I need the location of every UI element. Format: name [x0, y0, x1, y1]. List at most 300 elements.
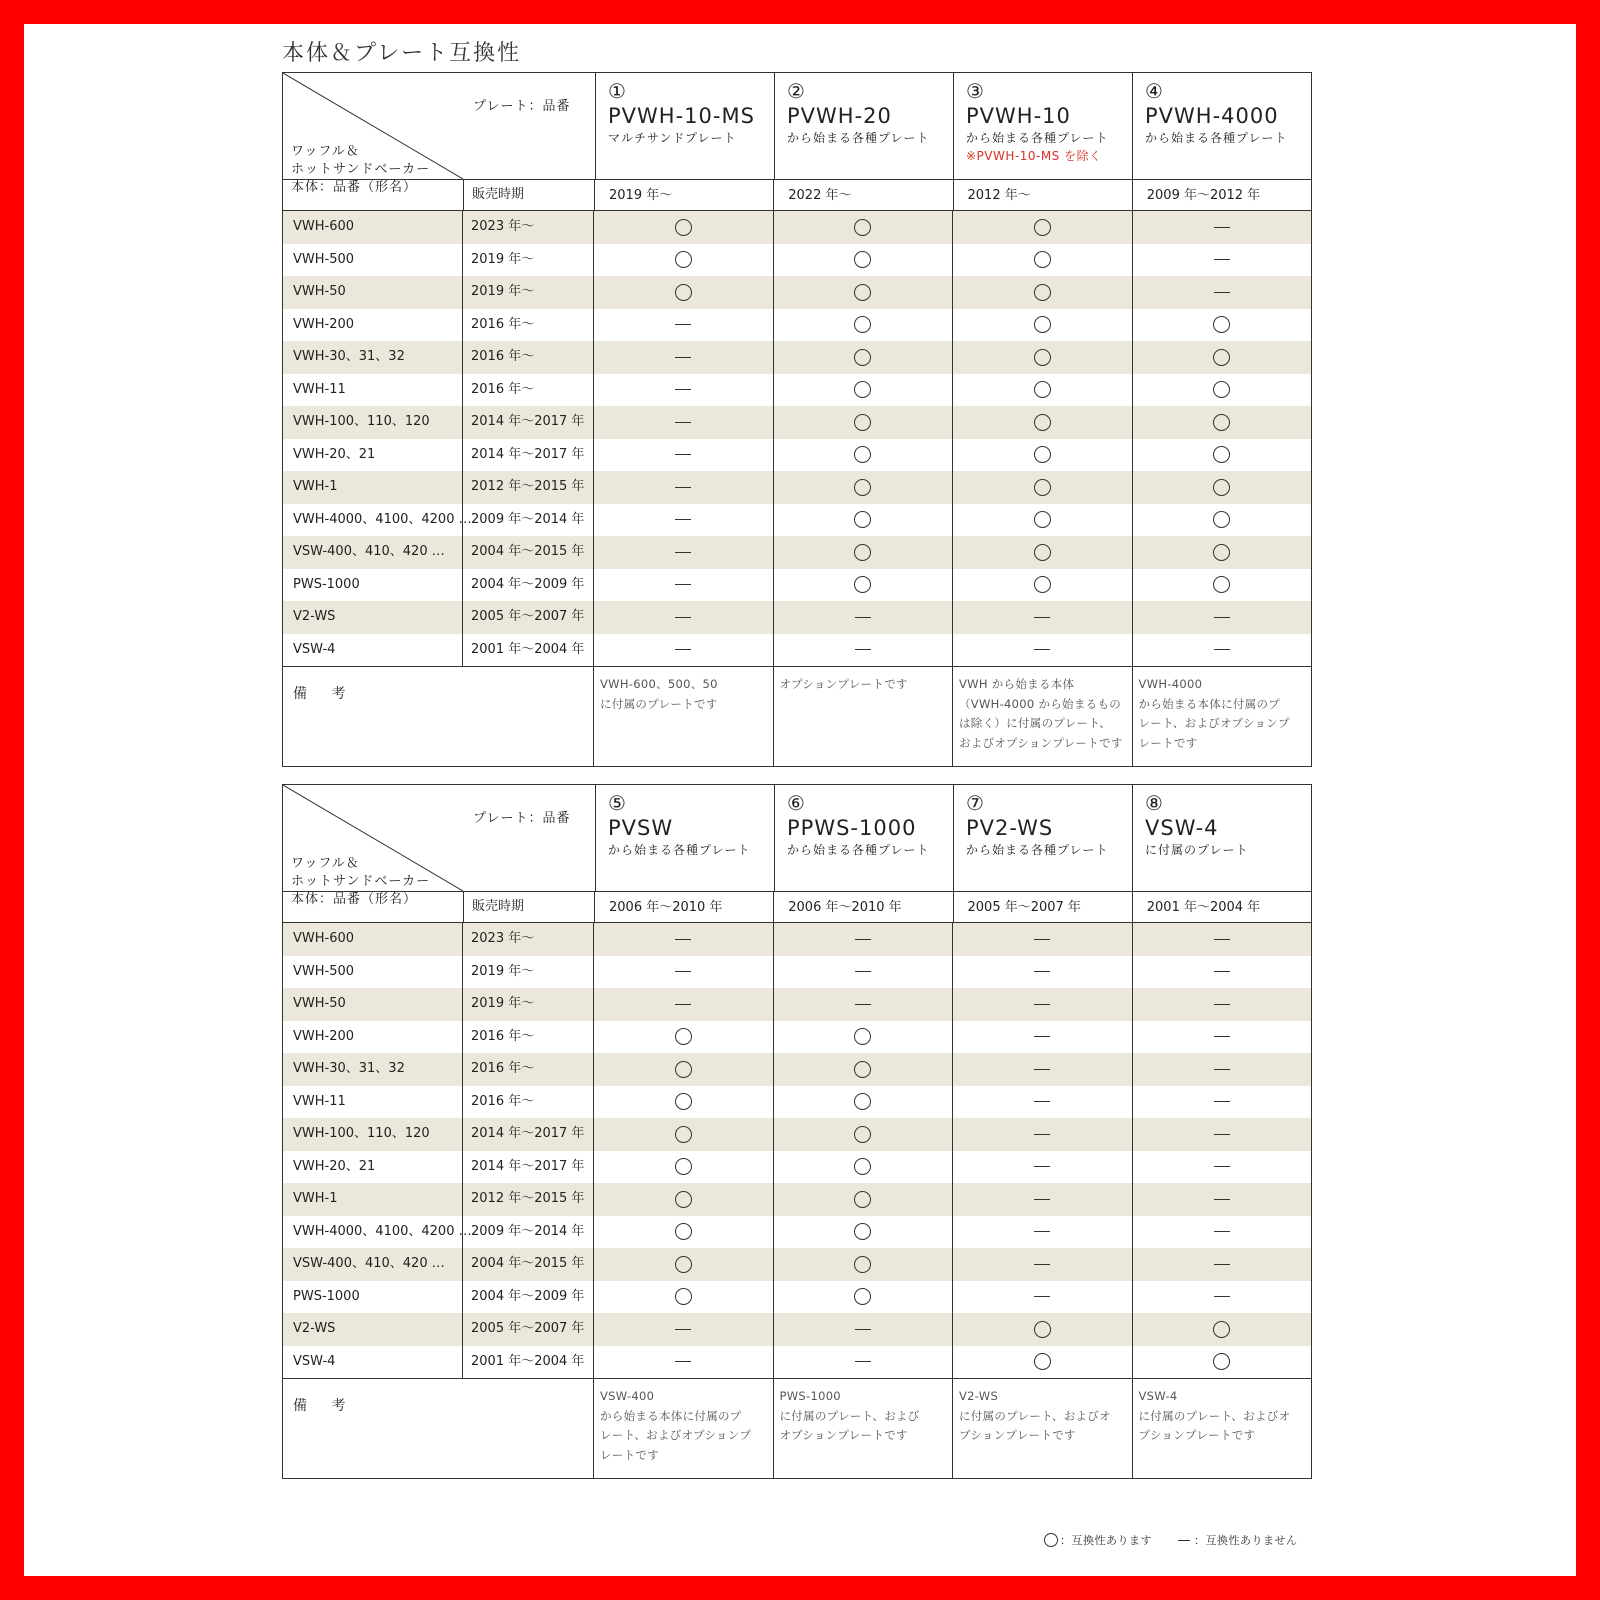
circle-icon	[854, 1028, 871, 1045]
mark-cell	[1133, 439, 1312, 472]
circle-icon	[854, 544, 871, 561]
table-row	[283, 276, 1311, 309]
mark-cell	[774, 1216, 954, 1249]
table-row	[283, 211, 1311, 244]
mark-cell	[774, 634, 954, 667]
plate-period: 2022 年～	[774, 180, 953, 210]
remark-cell: VSW-400 から始まる本体に付属のプ レート、およびオプションプ レートです	[594, 1379, 774, 1478]
model-cell: VWH-100、110、120	[283, 1118, 463, 1151]
mark-cell	[594, 374, 774, 407]
circle-icon	[1213, 316, 1230, 333]
mark-cell	[1133, 1281, 1312, 1314]
mark-cell	[594, 1021, 774, 1054]
circle-icon	[1213, 1321, 1230, 1338]
page-title: 本体＆プレート互換性	[282, 41, 522, 66]
mark-cell	[594, 1281, 774, 1314]
mark-cell	[774, 601, 954, 634]
mark-cell	[774, 536, 954, 569]
circle-icon	[1034, 1321, 1051, 1338]
dash-icon	[675, 1004, 691, 1005]
dash-icon	[1214, 1264, 1230, 1265]
compat-table-2	[282, 784, 1312, 1479]
mark-cell	[1133, 601, 1312, 634]
remark-cell: VWH-600、500、50 に付属のプレートです	[594, 667, 774, 766]
year-cell: 2009 年～2014 年	[463, 1216, 594, 1249]
circle-icon	[1034, 219, 1051, 236]
dash-icon	[855, 617, 871, 618]
plate-header	[1133, 73, 1311, 179]
mark-cell	[774, 988, 954, 1021]
circle-icon	[1213, 381, 1230, 398]
circle-icon	[1034, 1353, 1051, 1370]
mark-cell	[774, 504, 954, 537]
mark-cell	[1133, 471, 1312, 504]
circle-icon	[854, 1061, 871, 1078]
mark-cell	[953, 504, 1133, 537]
year-cell: 2023 年～	[463, 923, 594, 956]
mark-cell	[953, 1053, 1133, 1086]
circle-icon	[1034, 544, 1051, 561]
mark-cell	[774, 244, 954, 277]
dash-icon	[1034, 971, 1050, 972]
mark-cell	[1133, 504, 1312, 537]
dash-icon	[675, 584, 691, 585]
mark-cell	[594, 471, 774, 504]
mark-cell	[774, 276, 954, 309]
circle-icon	[675, 1158, 692, 1175]
mark-cell	[953, 1086, 1133, 1119]
body-axis-label	[291, 855, 430, 909]
dash-icon	[675, 1361, 691, 1362]
dash-icon	[675, 422, 691, 423]
remark-cell: PWS-1000 に付属のプレート、および オプションプレートです	[774, 1379, 954, 1478]
mark-cell	[953, 211, 1133, 244]
table-row	[283, 374, 1311, 407]
model-cell: VWH-30、31、32	[283, 341, 463, 374]
circle-icon	[1034, 349, 1051, 366]
mark-cell	[774, 1021, 954, 1054]
table-row	[283, 569, 1311, 602]
compat-table-1	[282, 72, 1312, 767]
mark-cell	[774, 923, 954, 956]
table-row	[283, 1021, 1311, 1054]
mark-cell	[594, 1118, 774, 1151]
year-cell: 2019 年～	[463, 276, 594, 309]
dash-icon	[855, 971, 871, 972]
dash-icon	[1034, 1036, 1050, 1037]
plate-number: ⑦	[966, 791, 984, 815]
dash-icon	[1034, 1199, 1050, 1200]
mark-cell	[774, 211, 954, 244]
circle-icon	[854, 576, 871, 593]
mark-cell	[953, 1183, 1133, 1216]
plate-name: PPWS-1000	[787, 816, 917, 840]
model-cell: VSW-400、410、420 …	[283, 1248, 463, 1281]
plate-description: から始まる各種プレート	[1145, 131, 1288, 145]
dash-icon	[675, 971, 691, 972]
dash-icon	[1034, 649, 1050, 650]
plate-header	[775, 73, 954, 179]
model-cell: VWH-30、31、32	[283, 1053, 463, 1086]
model-cell: VSW-400、410、420 …	[283, 536, 463, 569]
model-cell: VWH-600	[283, 211, 463, 244]
mark-cell	[953, 1281, 1133, 1314]
year-cell: 2016 年～	[463, 374, 594, 407]
body-axis-line: 本体：品番（形名）	[291, 180, 418, 195]
plate-name: PVWH-4000	[1145, 104, 1279, 128]
mark-cell	[953, 244, 1133, 277]
circle-icon	[675, 1093, 692, 1110]
table-row	[283, 471, 1311, 504]
dash-icon	[675, 519, 691, 520]
dash-icon	[675, 552, 691, 553]
plate-header	[954, 73, 1133, 179]
table-row	[283, 956, 1311, 989]
year-cell: 2004 年～2009 年	[463, 1281, 594, 1314]
year-cell: 2016 年～	[463, 309, 594, 342]
circle-icon	[1213, 446, 1230, 463]
model-cell: VWH-20、21	[283, 1151, 463, 1184]
mark-cell	[953, 1118, 1133, 1151]
circle-icon	[1034, 576, 1051, 593]
table-row	[283, 244, 1311, 277]
mark-cell	[594, 1248, 774, 1281]
mark-cell	[594, 276, 774, 309]
dash-icon	[675, 939, 691, 940]
dash-icon	[1214, 617, 1230, 618]
year-cell: 2016 年～	[463, 341, 594, 374]
circle-icon	[675, 1191, 692, 1208]
plate-number: ⑤	[608, 791, 626, 815]
remark-cell: オプションプレートです	[774, 667, 954, 766]
mark-cell	[1133, 1216, 1312, 1249]
remarks-row	[283, 666, 1311, 766]
circle-icon	[854, 1126, 871, 1143]
circle-icon	[854, 1093, 871, 1110]
table-row	[283, 309, 1311, 342]
plate-description: から始まる各種プレート	[966, 131, 1109, 145]
plate-period: 2006 年～2010 年	[774, 892, 953, 922]
model-cell: VWH-500	[283, 244, 463, 277]
remark-cell: VWH から始まる本体 （VWH-4000 から始まるもの は除く）に付属のプレート、 およびオプションプレートです	[953, 667, 1133, 766]
plate-header	[596, 785, 775, 891]
model-cell: VWH-200	[283, 309, 463, 342]
mark-cell	[594, 923, 774, 956]
mark-cell	[774, 1346, 954, 1379]
body-axis-line: 本体：品番（形名）	[291, 892, 418, 907]
circle-icon	[1034, 511, 1051, 528]
mark-cell	[594, 504, 774, 537]
circle-icon	[1213, 1353, 1230, 1370]
circle-icon	[1213, 414, 1230, 431]
mark-cell	[1133, 309, 1312, 342]
plate-note: ※PVWH-10-MS を除く	[966, 149, 1102, 163]
model-cell: VWH-11	[283, 374, 463, 407]
mark-cell	[594, 406, 774, 439]
dash-icon	[1034, 1134, 1050, 1135]
plate-header	[1133, 785, 1311, 891]
circle-icon	[675, 219, 692, 236]
model-cell: VSW-4	[283, 634, 463, 667]
mark-cell	[953, 956, 1133, 989]
mark-cell	[594, 1313, 774, 1346]
mark-cell	[953, 276, 1133, 309]
mark-cell	[774, 569, 954, 602]
mark-cell	[1133, 1346, 1312, 1379]
circle-icon	[854, 349, 871, 366]
legend-compatible-label: ：互換性あります	[1060, 1534, 1152, 1547]
mark-cell	[1133, 211, 1312, 244]
mark-cell	[594, 244, 774, 277]
dash-icon	[1034, 1004, 1050, 1005]
mark-cell	[774, 1151, 954, 1184]
mark-cell	[1133, 1053, 1312, 1086]
mark-cell	[1133, 406, 1312, 439]
mark-cell	[594, 1151, 774, 1184]
table-row	[283, 1118, 1311, 1151]
table-row	[283, 1053, 1311, 1086]
mark-cell	[774, 1086, 954, 1119]
mark-cell	[953, 536, 1133, 569]
mark-cell	[594, 1086, 774, 1119]
year-cell: 2004 年～2009 年	[463, 569, 594, 602]
mark-cell	[594, 1346, 774, 1379]
year-cell: 2016 年～	[463, 1021, 594, 1054]
table-row	[283, 1216, 1311, 1249]
mark-cell	[774, 1248, 954, 1281]
dash-icon	[675, 649, 691, 650]
mark-cell	[1133, 276, 1312, 309]
model-cell: VWH-50	[283, 276, 463, 309]
dash-icon	[1214, 1166, 1230, 1167]
circle-icon	[1034, 446, 1051, 463]
body-axis-line: ワッフル＆	[291, 856, 360, 871]
dash-icon	[1034, 1101, 1050, 1102]
circle-icon	[675, 1028, 692, 1045]
circle-icon	[1044, 1533, 1058, 1547]
mark-cell	[1133, 341, 1312, 374]
dash-icon	[855, 939, 871, 940]
mark-cell	[774, 1313, 954, 1346]
plate-name: VSW-4	[1145, 816, 1219, 840]
dash-icon	[1034, 1069, 1050, 1070]
plate-name: PV2-WS	[966, 816, 1054, 840]
mark-cell	[774, 1053, 954, 1086]
table-row	[283, 1281, 1311, 1314]
dash-icon	[855, 1329, 871, 1330]
circle-icon	[854, 511, 871, 528]
mark-cell	[953, 341, 1133, 374]
year-cell: 2009 年～2014 年	[463, 504, 594, 537]
dash-icon	[675, 617, 691, 618]
mark-cell	[1133, 1183, 1312, 1216]
year-cell: 2014 年～2017 年	[463, 439, 594, 472]
plate-name: PVSW	[608, 816, 674, 840]
dash-icon	[1034, 1166, 1050, 1167]
mark-cell	[953, 634, 1133, 667]
plate-period: 2006 年～2010 年	[595, 892, 774, 922]
circle-icon	[1034, 381, 1051, 398]
dash-icon	[1214, 1101, 1230, 1102]
table-row	[283, 1086, 1311, 1119]
circle-icon	[675, 1126, 692, 1143]
mark-cell	[594, 439, 774, 472]
mark-cell	[774, 439, 954, 472]
dash-icon	[1034, 1264, 1050, 1265]
mark-cell	[594, 988, 774, 1021]
body-axis-line: ホットサンドベーカー	[291, 162, 431, 177]
dash-icon	[1214, 939, 1230, 940]
table-row	[283, 601, 1311, 634]
mark-cell	[953, 923, 1133, 956]
mark-cell	[953, 988, 1133, 1021]
mark-cell	[1133, 1021, 1312, 1054]
dash-icon	[1034, 939, 1050, 940]
year-cell: 2016 年～	[463, 1053, 594, 1086]
circle-icon	[854, 414, 871, 431]
model-cell: VWH-600	[283, 923, 463, 956]
dash-icon	[1034, 1231, 1050, 1232]
mark-cell	[594, 1216, 774, 1249]
year-cell: 2005 年～2007 年	[463, 601, 594, 634]
mark-cell	[594, 569, 774, 602]
mark-cell	[1133, 569, 1312, 602]
model-cell: VWH-500	[283, 956, 463, 989]
circle-icon	[675, 1288, 692, 1305]
model-cell: VWH-50	[283, 988, 463, 1021]
model-cell: V2-WS	[283, 1313, 463, 1346]
plate-description: から始まる各種プレート	[966, 843, 1109, 857]
circle-icon	[1034, 284, 1051, 301]
plate-number: ①	[608, 79, 626, 103]
dash-icon	[1214, 292, 1230, 293]
mark-cell	[1133, 536, 1312, 569]
mark-cell	[594, 601, 774, 634]
circle-icon	[854, 381, 871, 398]
mark-cell	[1133, 634, 1312, 667]
remarks-row	[283, 1378, 1311, 1478]
legend-incompatible-label: ：互換性ありません	[1194, 1534, 1298, 1547]
plate-period: 2005 年～2007 年	[954, 892, 1133, 922]
table-row	[283, 988, 1311, 1021]
mark-cell	[953, 1248, 1133, 1281]
dash-icon	[1214, 259, 1230, 260]
mark-cell	[1133, 988, 1312, 1021]
mark-cell	[953, 309, 1133, 342]
year-cell: 2004 年～2015 年	[463, 536, 594, 569]
dash-icon	[1214, 1231, 1230, 1232]
plate-number: ④	[1145, 79, 1163, 103]
circle-icon	[854, 1256, 871, 1273]
model-cell: VSW-4	[283, 1346, 463, 1379]
circle-icon	[675, 251, 692, 268]
mark-cell	[953, 374, 1133, 407]
mark-cell	[1133, 1118, 1312, 1151]
mark-cell	[1133, 1151, 1312, 1184]
year-cell: 2012 年～2015 年	[463, 471, 594, 504]
table-row	[283, 634, 1311, 667]
plate-header	[775, 785, 954, 891]
mark-cell	[953, 439, 1133, 472]
model-cell: VWH-100、110、120	[283, 406, 463, 439]
dash-icon	[1034, 1296, 1050, 1297]
dash-icon	[675, 1329, 691, 1330]
plate-name: PVWH-10	[966, 104, 1071, 128]
circle-icon	[1034, 316, 1051, 333]
dash-icon	[855, 649, 871, 650]
table-row	[283, 923, 1311, 956]
circle-icon	[854, 219, 871, 236]
circle-icon	[854, 251, 871, 268]
plate-description: から始まる各種プレート	[787, 843, 930, 857]
circle-icon	[1213, 479, 1230, 496]
dash-icon	[675, 357, 691, 358]
plate-axis-label: プレート：品番	[473, 811, 571, 826]
plate-number: ②	[787, 79, 805, 103]
model-cell: VWH-1	[283, 1183, 463, 1216]
year-cell: 2014 年～2017 年	[463, 406, 594, 439]
year-cell: 2012 年～2015 年	[463, 1183, 594, 1216]
circle-icon	[854, 1288, 871, 1305]
circle-icon	[1213, 544, 1230, 561]
sale-period-label: 販売時期	[464, 180, 595, 210]
mark-cell	[594, 309, 774, 342]
circle-icon	[1213, 511, 1230, 528]
page	[24, 24, 1576, 1576]
model-cell: V2-WS	[283, 601, 463, 634]
model-cell: VWH-11	[283, 1086, 463, 1119]
dash-icon	[675, 389, 691, 390]
model-cell: VWH-20、21	[283, 439, 463, 472]
plate-description: から始まる各種プレート	[787, 131, 930, 145]
mark-cell	[953, 1216, 1133, 1249]
mark-cell	[774, 1183, 954, 1216]
dash-icon	[1214, 1036, 1230, 1037]
plate-period: 2001 年～2004 年	[1146, 900, 1261, 915]
year-cell: 2014 年～2017 年	[463, 1151, 594, 1184]
mark-cell	[594, 1183, 774, 1216]
circle-icon	[675, 1256, 692, 1273]
dash-icon	[1214, 971, 1230, 972]
dash-icon	[1178, 1540, 1190, 1541]
table-row	[283, 406, 1311, 439]
model-cell: VWH-4000、4100、4200 …	[283, 1216, 463, 1249]
year-cell: 2019 年～	[463, 988, 594, 1021]
plate-axis-label: プレート：品番	[473, 99, 571, 114]
circle-icon	[854, 316, 871, 333]
mark-cell	[953, 601, 1133, 634]
body-axis-line: ホットサンドベーカー	[291, 874, 431, 889]
mark-cell	[1133, 244, 1312, 277]
mark-cell	[953, 1346, 1133, 1379]
mark-cell	[953, 471, 1133, 504]
circle-icon	[854, 1191, 871, 1208]
plate-number: ⑥	[787, 791, 805, 815]
dash-icon	[1214, 1004, 1230, 1005]
legend	[1044, 1532, 1298, 1548]
mark-cell	[953, 406, 1133, 439]
circle-icon	[675, 284, 692, 301]
mark-cell	[953, 1021, 1133, 1054]
mark-cell	[594, 211, 774, 244]
circle-icon	[1213, 349, 1230, 366]
mark-cell	[774, 956, 954, 989]
year-cell: 2014 年～2017 年	[463, 1118, 594, 1151]
mark-cell	[774, 471, 954, 504]
year-cell: 2005 年～2007 年	[463, 1313, 594, 1346]
plate-period: 2019 年～	[595, 180, 774, 210]
mark-cell	[953, 1313, 1133, 1346]
